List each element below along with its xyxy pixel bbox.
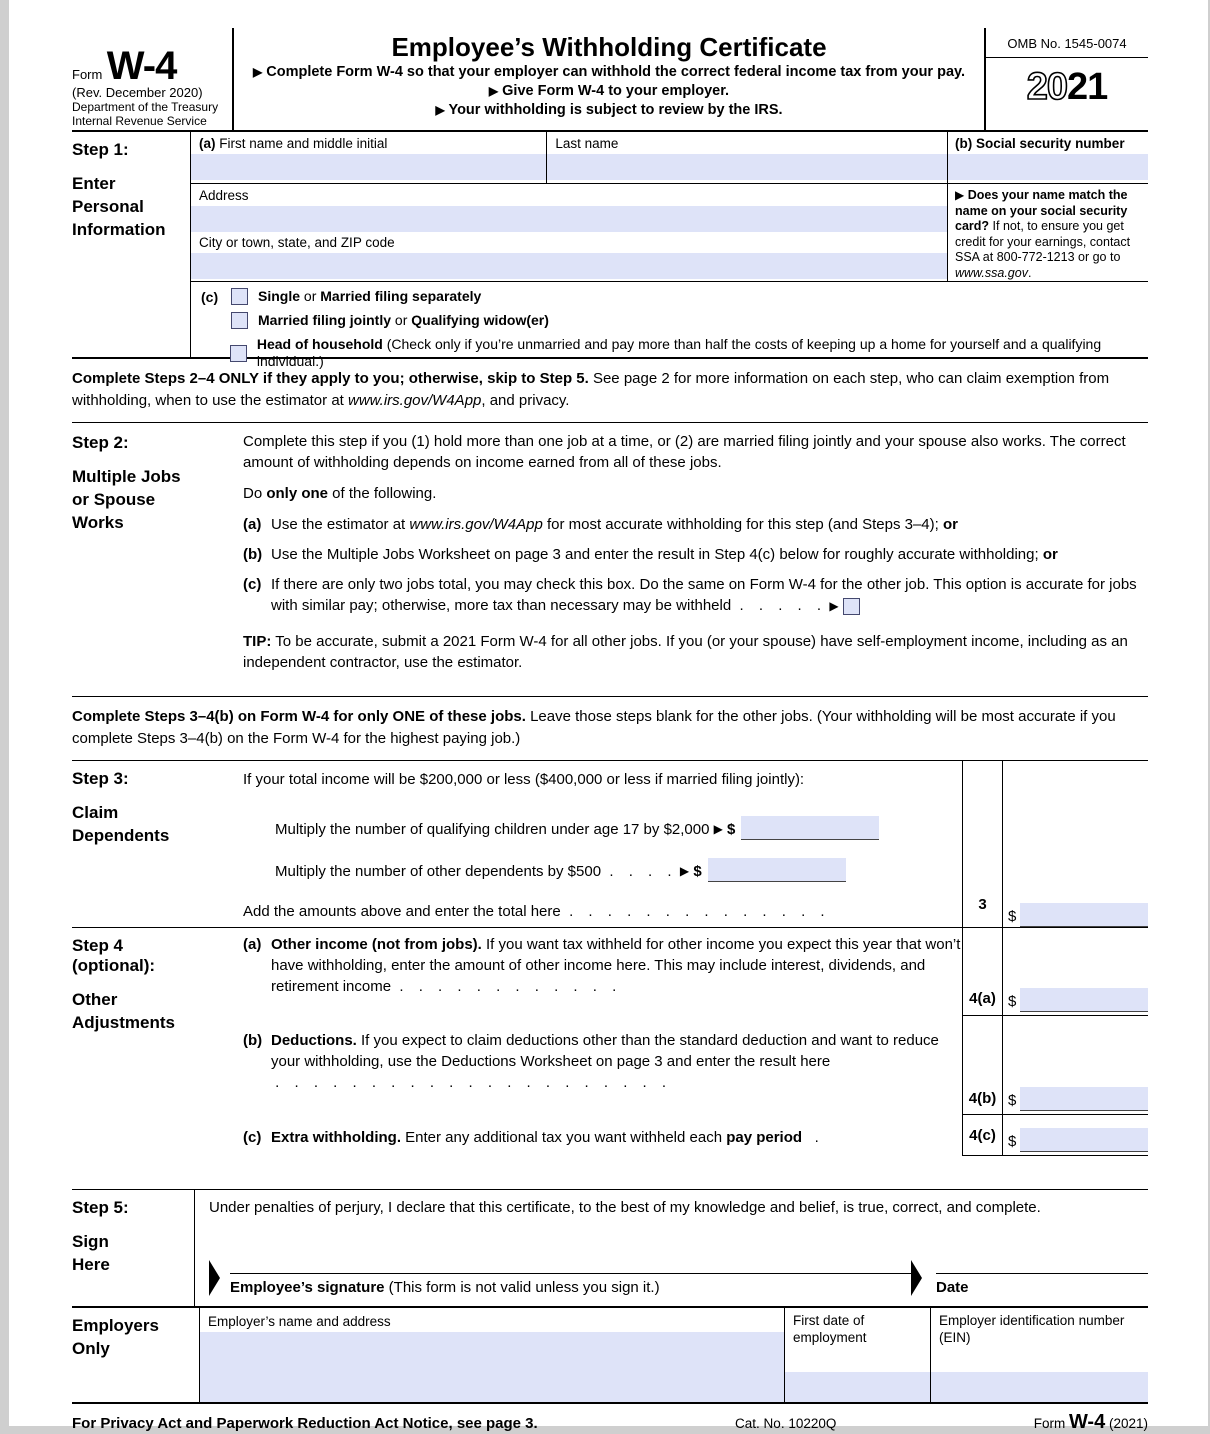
address-label: Address	[199, 188, 249, 203]
step4-item-b: (b) Deductions. If you expect to claim deductions other than the standard deduction and want to reduce your withholding, use the Deductions Worksheet on page 3 and enter the result here . . . . . . . . . . . . . . . . . . . . .	[243, 1031, 939, 1091]
deductions-input[interactable]	[1020, 1087, 1148, 1111]
step3-section	[72, 761, 1148, 928]
step3-title: Step 3:	[72, 769, 129, 788]
city-label: City or town, state, and ZIP code	[199, 235, 395, 250]
form-revision: (Rev. December 2020)	[72, 85, 203, 100]
step2-section	[72, 423, 1148, 697]
ein-input[interactable]	[931, 1372, 1148, 1402]
step5-title: Step 5:	[72, 1198, 129, 1217]
step4-item-a: (a) Other income (not from jobs). If you want tax withheld for other income you expect this year that won’t have withholding, enter the amount of other income here. This may include interest, dividends, and retirement income . . . . . . . . . . . .	[243, 936, 961, 995]
step5-label	[72, 1190, 195, 1306]
other-dependents-amount-input[interactable]	[708, 858, 846, 882]
step4c-line-number: 4(c)	[962, 1115, 1002, 1156]
form-word: Form	[72, 67, 103, 82]
step4c-amount: $	[1002, 1115, 1148, 1156]
qualifying-children-amount-input[interactable]	[741, 816, 879, 840]
step2-option-a: (a) Use the estimator at www.irs.gov/W4App for most accurate withholding for this step (and Steps 3–4); or	[243, 516, 958, 533]
arrow-icon: ▶	[713, 821, 723, 836]
step2-subtitle: Multiple Jobs or Spouse Works	[72, 467, 181, 532]
arrow-icon: ▶	[435, 103, 445, 117]
last-name-input[interactable]	[547, 154, 947, 180]
step2-option-c: (c) If there are only two jobs total, you may check this box. Do the same on Form W-4 for the other job. This option is accurate for jobs with similar pay; otherwise, more tax than necessary may be withheld . . . . . ▶	[243, 576, 1137, 614]
form-footer-id: Form W-4 (2021)	[1033, 1411, 1148, 1433]
form-number: W-4	[106, 44, 177, 88]
ssn-note: ▶ Does your name match the name on your social security card? If not, to ensure you get credit for your earnings, contact SSA at 800-772-1213 or go to www.ssa.gov.	[955, 188, 1131, 280]
date-arrow-icon	[911, 1260, 922, 1296]
step4a-amount: $	[1002, 928, 1148, 1016]
ssn-input[interactable]	[948, 154, 1148, 180]
filing-option-3: Head of household (Check only if you’re unmarried and pay more than half the costs of keeping up a home for yourself and a qualifying individual.)	[256, 336, 1102, 369]
step3-subtitle: Claim Dependents	[72, 803, 170, 845]
arrow-icon: ▶	[488, 84, 499, 98]
step4-section	[72, 928, 1148, 1156]
filing-option-2: Married filing jointly or Qualifying widow(er)	[258, 312, 549, 328]
step4b-line-number: 4(b)	[962, 1016, 1002, 1116]
step4-title: Step 4	[72, 936, 124, 955]
step1-label	[72, 132, 191, 357]
step4-item-c: (c) Extra withholding. Enter any additional tax you want withheld each pay period .	[243, 1129, 819, 1147]
perjury-statement: Under penalties of perjury, I declare that this certificate, to the best of my knowledge and belief, is true, correct, and complete.	[209, 1199, 1041, 1216]
step4-title-2: (optional):	[72, 956, 156, 975]
date-line[interactable]: Date	[936, 1273, 1148, 1296]
form-id-block	[72, 28, 232, 130]
step3-total: $	[1002, 888, 1148, 927]
steps-2-4-notice: Complete Steps 2–4 ONLY if they apply to you; otherwise, skip to Step 5. See page 2 for more information on each step, who can claim exemption from withholding, when to use the estimator at www.irs.gov/W4App, and privacy.	[72, 359, 1148, 423]
filing-status-tag: (c)	[201, 288, 219, 305]
steps-3-4b-notice: Complete Steps 3–4(b) on Form W-4 for only ONE of these jobs. Leave those steps blank for the other jobs. (Your withholding will be most accurate if you complete Steps 3–4(b) on the Form W-4 for the highest paying job.)	[72, 697, 1148, 761]
arrow-icon: ▶	[252, 65, 263, 79]
form-title: Employee’s Withholding Certificate	[391, 32, 827, 62]
last-name-label: Last name	[555, 136, 619, 151]
first-date-input[interactable]	[785, 1372, 930, 1402]
header-bullet-1: Complete Form W-4 so that your employer can withhold the correct federal income tax from your pay.	[266, 64, 966, 80]
step4-label	[72, 928, 191, 1156]
step2-option-b: (b) Use the Multiple Jobs Worksheet on page 3 and enter the result in Step 4(c) below for roughly accurate withholding; or	[243, 546, 1058, 563]
step3-line2: Multiply the number of other dependents by $500 . . . . ▶ $	[243, 846, 962, 889]
head-of-household-checkbox[interactable]	[230, 345, 247, 362]
step4b-amount: $	[1002, 1016, 1148, 1116]
step2-tip: TIP: To be accurate, submit a 2021 Form W-4 for all other jobs. If you (or your spouse) have self-employment income, including as an independent contractor, use the estimator.	[243, 633, 1128, 671]
city-input[interactable]	[191, 253, 947, 279]
step3-label	[72, 761, 191, 927]
employer-name-label: Employer’s name and address	[208, 1314, 391, 1329]
ssn-tag: (b)	[955, 136, 973, 151]
two-jobs-checkbox[interactable]	[843, 598, 860, 615]
step1-section	[72, 132, 1148, 369]
arrow-icon: ▶	[679, 864, 690, 879]
step3-total-input[interactable]	[1020, 903, 1148, 927]
agency-line-2: Internal Revenue Service	[72, 114, 207, 128]
step2-do-one: Do only one of the following.	[243, 485, 437, 502]
form-page	[9, 0, 1208, 1433]
header-bullet-3: Your withholding is subject to review by the IRS.	[448, 102, 783, 118]
married-jointly-checkbox[interactable]	[231, 312, 248, 329]
step2-title: Step 2:	[72, 433, 129, 452]
header-bullet-2: Give Form W-4 to your employer.	[502, 83, 730, 99]
ssn-label: Social security number	[976, 136, 1125, 151]
single-checkbox[interactable]	[231, 288, 248, 305]
step1-subtitle: Enter Personal Information	[72, 174, 166, 239]
step2-intro: Complete this step if you (1) hold more than one job at a time, or (2) are married filing jointly and your spouse also works. The correct amount of withholding depends on income earned from all of these jobs.	[243, 433, 1126, 471]
privacy-notice: For Privacy Act and Paperwork Reduction Act Notice, see page 3.	[72, 1415, 538, 1432]
tax-year: 2021	[1026, 66, 1108, 108]
address-input[interactable]	[191, 206, 947, 232]
first-name-input[interactable]	[191, 154, 546, 180]
step5-section	[72, 1189, 1148, 1308]
first-name-label: First name and middle initial	[219, 136, 388, 151]
filing-option-1: Single or Married filing separately	[258, 288, 482, 304]
signature-arrow-icon	[209, 1260, 220, 1296]
step3-line3: Add the amounts above and enter the total here . . . . . . . . . . . . . .	[243, 903, 825, 920]
step5-subtitle: Sign Here	[72, 1232, 110, 1274]
first-name-tag: (a)	[199, 136, 216, 151]
extra-withholding-input[interactable]	[1020, 1128, 1148, 1152]
signature-line[interactable]: Employee’s signature (This form is not valid unless you sign it.)	[230, 1273, 911, 1296]
employer-name-address-input[interactable]	[200, 1332, 784, 1402]
step4a-line-number: 4(a)	[962, 928, 1002, 1016]
step3-line-number: 3	[962, 888, 1002, 927]
arrow-icon: ▶	[829, 599, 839, 613]
step4-subtitle: Other Adjustments	[72, 990, 175, 1032]
page-footer	[72, 1404, 1148, 1434]
employers-only-section	[72, 1308, 1148, 1404]
other-income-input[interactable]	[1020, 988, 1148, 1012]
title-block	[232, 28, 986, 130]
step1-title: Step 1:	[72, 140, 129, 159]
step3-intro: If your total income will be $200,000 or less ($400,000 or less if married filing jointly):	[243, 771, 805, 788]
omb-number: OMB No. 1545-0074	[986, 28, 1148, 58]
step3-line1: Multiply the number of qualifying children under age 17 by $2,000 ▶ $	[243, 803, 962, 846]
first-date-label: First date of employment	[793, 1313, 867, 1345]
step2-label	[72, 431, 243, 682]
arrow-icon: ▶	[955, 188, 965, 202]
employers-only-title: Employers Only	[72, 1316, 159, 1358]
employers-only-label	[72, 1308, 200, 1402]
omb-year-block	[986, 28, 1148, 130]
catalog-number: Cat. No. 10220Q	[735, 1416, 837, 1431]
agency-line-1: Department of the Treasury	[72, 100, 219, 114]
form-header	[72, 28, 1148, 132]
ein-label: Employer identification number (EIN)	[939, 1313, 1125, 1345]
